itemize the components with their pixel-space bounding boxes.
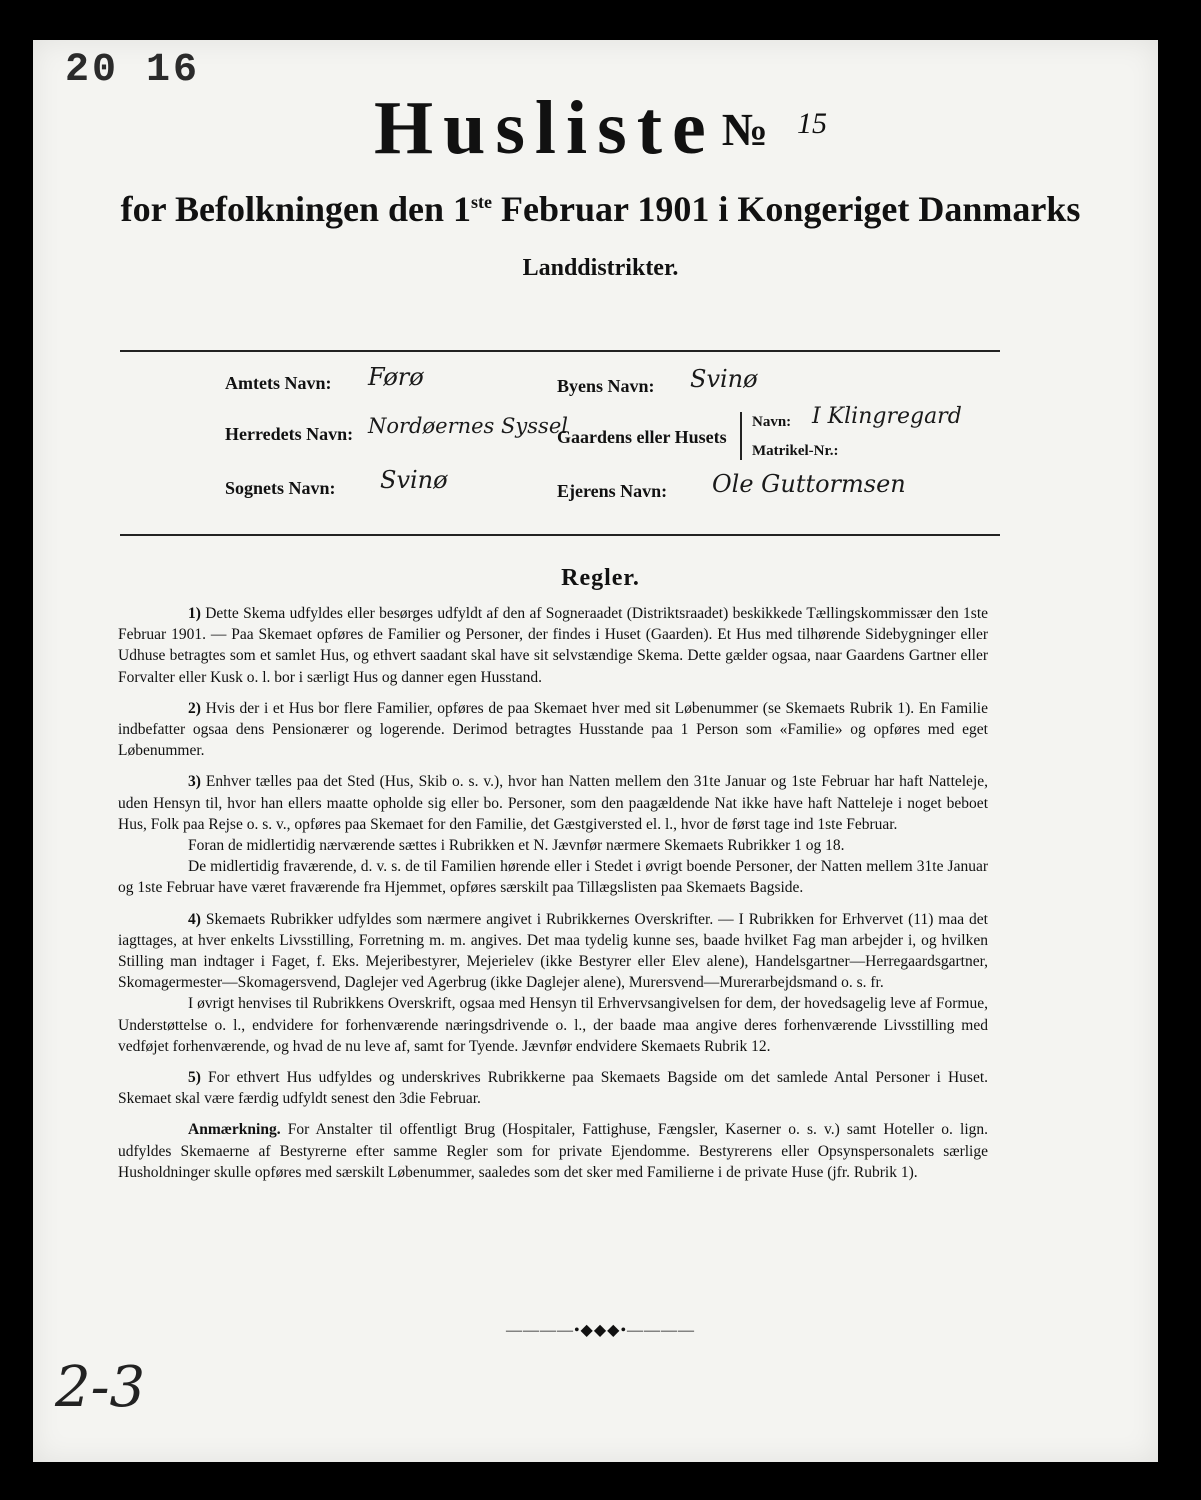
herred-label: Herredets Navn: — [225, 424, 354, 444]
title-text: Husliste — [373, 86, 716, 170]
rule-5-text: For ethvert Hus udfyldes og underskrives Rubrikkerne paa Skemaets Bagside om det samlede Antal Personer i Huset. Skemaet skal være færdig udfyldt senest den 3die Februar. — [118, 1069, 989, 1108]
by-label: Byens Navn: — [557, 376, 655, 396]
navn-value: I Klingregard — [812, 404, 962, 429]
ejer-value: Ole Guttormsen — [712, 470, 906, 498]
divider-top — [120, 350, 1000, 352]
ornament-divider: ————•◆◆◆•———— — [505, 1322, 696, 1339]
page-title — [0, 85, 1201, 172]
sogn-label: Sognets Navn: — [225, 478, 336, 498]
ejer-label: Ejerens Navn: — [557, 481, 668, 501]
by-value: Svinø — [690, 365, 758, 393]
archive-number: 20 16 — [65, 48, 201, 93]
handwritten-list-number: 15 — [797, 107, 828, 140]
navn-label: Navn: — [752, 414, 792, 430]
rule-4-cont: I øvrigt henvises til Rubrikkens Overskrift, ogsaa med Hensyn til Erhvervsangivelsen for dem, der hovedsagelig leve af Formue, Understøttelse o. l., endvidere for forhenværende næringsdrivende o. l., der baade maa angive deres forhenværende Livsstilling med vedføjet forhenværende, og hvad de nu leve af, samt for Tyende. Jævnfør endvidere Skemaets Rubrik 12. — [118, 995, 988, 1055]
amt-label: Amtets Navn: — [225, 373, 332, 393]
rule-3-number: 3) — [188, 773, 201, 791]
herred-value: Nordøernes Syssel — [368, 414, 568, 438]
subtitle-district: Landdistrikter. — [522, 255, 679, 281]
number-symbol: № — [721, 104, 769, 155]
rule-3-cont-1: Foran de midlertidig nærværende sættes i Rubrikken et N. Jævnfør nærmere Skemaets Rubrikker 1 og 18. — [188, 837, 845, 855]
subtitle-post: Februar 1901 i Kongeriget Danmarks — [492, 189, 1081, 229]
rule-5-number: 5) — [188, 1069, 201, 1087]
note — [118, 1119, 988, 1183]
handwritten-bottom-note: 2-3 — [55, 1355, 146, 1420]
sogn-value: Svinø — [380, 466, 448, 494]
gaard-label: Gaardens eller Husets — [557, 427, 727, 447]
note-text: For Anstalter til offentligt Brug (Hospitaler, Fattighuse, Fængsler, Kaserner o. s. v.) samt Hoteller o. lign. udfyldes Skemaerne af Bestyrerne efter samme Regler som for private Ejendomme. Bestyrerens eller Opsynspersonalets særlige Husholdninger skulle opføres med særskilt Løbenummer, saaledes som det sker med Familierne i de private Huse (jfr. Rubrik 1). — [118, 1121, 989, 1181]
subtitle-sup: ste — [471, 192, 493, 212]
rule-1 — [118, 603, 988, 688]
rules-heading: Regler. — [561, 565, 640, 591]
rule-2 — [118, 698, 988, 762]
rule-4-text: Skemaets Rubrikker udfyldes som nærmere angivet i Rubrikkernes Overskrifter. — I Rubrikken for Erhvervet (11) maa det iagttages, at hver enkelts Livsstilling, Forretning m. m. angives. Det maa tydelig kunne ses, baade hvilket Fag man arbejder i, og hvilken Stilling man indtager i Faget, f. Eks. Mejeribestyrer, Mejerielev (ikke Bestyrer eller Elev alene), Handelsgartner—Herregaardsgartner, Skomagermester—Skomagersvend, Daglejer ved Agerbrug (ikke Daglejer alene), Murersvend—Murerarbejdsmand o. s. fr. — [118, 910, 988, 992]
rule-2-number: 2) — [188, 699, 201, 717]
rule-3-cont-2: De midlertidig fraværende, d. v. s. de til Familien hørende eller i Stedet i øvrigt boende Personer, der Natten mellem 31te Januar og 1ste Februar have været fraværende fra Hjemmet, opføres særskilt paa Tillægslisten paa Skemaets Bagside. — [118, 858, 988, 897]
note-label: Anmærkning. — [188, 1121, 281, 1139]
rule-2-text: Hvis der i et Hus bor flere Familier, opføres de paa Skemaet hver med sit Løbenummer (se Skemaets Rubrik 1). En Familie indbefatter ogsaa dens Pensionærer og logerende. Derimod betragtes Husstande paa 1 Person som «Familie» og opføres med eget Løbenummer. — [118, 699, 988, 760]
rule-4-number: 4) — [188, 910, 201, 928]
brace — [740, 412, 742, 460]
divider-bottom — [120, 534, 1000, 536]
rule-1-number: 1) — [188, 605, 201, 622]
rules-text — [118, 603, 988, 1193]
rule-1-text: Dette Skema udfyldes eller besørges udfyldt af den af Sogneraadet (Distriktsraadet) beskikkede Tællingskommissær den 1ste Februar 1901. — Paa Skemaet opføres de Familier og Personer, der findes i Huset (Gaarden). Et Hus med tilhørende Sidebygninger eller Udhuse betragtes som et samlet Hus, og ethvert saadant skal have sit selvstændige Skema. Dette gælder ogsaa, naar Gaardens Gartner eller Forvalter eller Kusk o. l. bor i særligt Hus og danner egen Husstand. — [118, 605, 989, 686]
matrikel-label: Matrikel-Nr.: — [752, 443, 839, 459]
subtitle — [0, 188, 1201, 230]
rule-3 — [118, 771, 988, 835]
amt-value: Førø — [368, 363, 424, 391]
subtitle-pre: for Befolkningen den 1 — [120, 189, 472, 229]
rule-4 — [118, 909, 988, 994]
rule-5 — [118, 1067, 988, 1109]
rule-3-text: Enhver tælles paa det Sted (Hus, Skib o. s. v.), hvor han Natten mellem den 31te Januar og 1ste Februar har haft Natteleje, uden Hensyn til, hvor han ellers maatte opholde sig eller bo. Personer, som den paagældende Nat ikke have haft Natteleje i noget beboet Hus, Folk paa Rejse o. s. v., opføres paa Skemaet for den Familie, det Gæstgiversted el. l., hvor de først tage ind 1ste Februar. — [118, 773, 989, 833]
